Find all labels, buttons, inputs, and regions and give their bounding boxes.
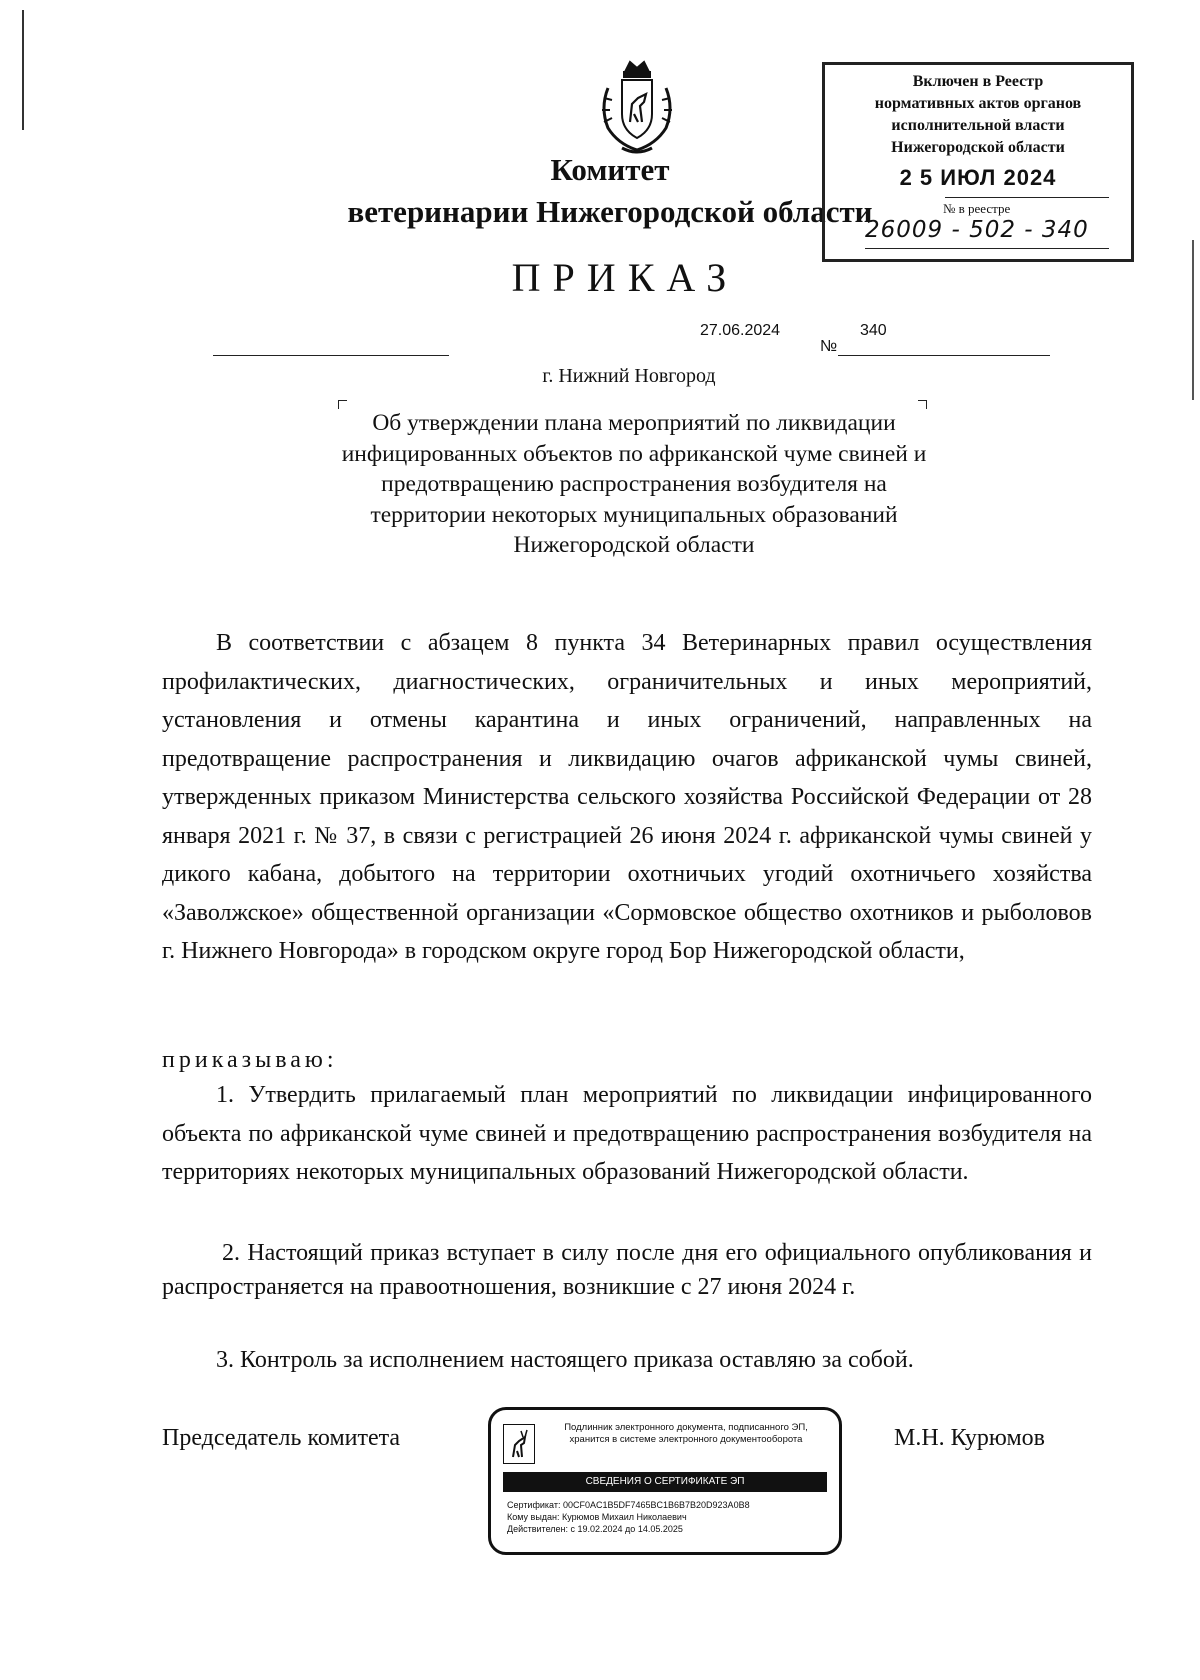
registry-rule (945, 197, 1109, 198)
coat-of-arms-emblem (592, 58, 682, 158)
electronic-signature-stamp (488, 1407, 842, 1555)
org-name-line1: Комитет (550, 152, 670, 187)
esign-issued-to: Кому выдан: Курюмов Михаил Николаевич (507, 1512, 687, 1522)
document-number: 340 (860, 322, 887, 339)
esign-certificate-bar: СВЕДЕНИЯ О СЕРТИФИКАТЕ ЭП (503, 1472, 827, 1492)
deer-emblem-icon (503, 1424, 535, 1464)
document-type-title: ПРИКАЗ (511, 255, 739, 300)
registry-date: 2 5 ИЮЛ 2024 (899, 165, 1057, 190)
document-city: г. Нижний Новгород (542, 365, 716, 387)
esign-certificate-id: Сертификат: 00CF0AC1B5DF7465BC1B6B7B20D923A0B8 (507, 1500, 750, 1510)
order-item-2: 2. Настоящий приказ вступает в силу после дня его официального опубликования и распространяется на правоотношения, возникшие с 27 июня 2024 г. (162, 1240, 1092, 1300)
date-underline (213, 355, 449, 356)
number-underline (838, 355, 1050, 356)
signatory-name: М.Н. Курюмов (894, 1425, 1046, 1451)
esign-header-line: Подлинник электронного документа, подписанного ЭП, (564, 1422, 808, 1433)
org-name-line2: ветеринарии Нижегородской области (347, 194, 873, 229)
registry-stamp-line: Включен в Реестр (912, 73, 1044, 90)
esign-header (541, 1422, 831, 1446)
order-item-3: 3. Контроль за исполнением настоящего приказа оставляю за собой. (216, 1347, 914, 1373)
number-sign: № (820, 338, 838, 355)
registry-stamp-line: нормативных актов органов (874, 95, 1082, 112)
order-verb: приказываю: (162, 1047, 338, 1073)
esign-validity: Действителен: с 19.02.2024 до 14.05.2025 (507, 1524, 683, 1534)
document-date: 27.06.2024 (700, 322, 781, 339)
document-subject: Об утверждении плана мероприятий по ликвидации инфицированных объектов по африканской чуме свиней и предотвращению распространения возбудителя на территории некоторых муниципальных образований Нижегородской области (341, 410, 927, 558)
registry-rule (865, 248, 1109, 249)
esign-header-line: хранится в системе электронного документооборота (569, 1434, 803, 1445)
registry-stamp (822, 62, 1134, 262)
signatory-title: Председатель комитета (162, 1425, 401, 1451)
registry-stamp-line: исполнительной власти (891, 117, 1065, 134)
preamble-paragraph: В соответствии с абзацем 8 пункта 34 Ветеринарных правил осуществления профилактических, диагностических, ограничительных и иных мероприятий, установления и отмены карантина и иных ограничений, направленных на предотвращение распространения и ликвидацию очагов африканской чумы свиней, утвержденных приказом Министерства сельского хозяйства Российской Федерации от 28 января 2021 г. № 37, в связи с регистрацией 26 июня 2024 г. африканской чумы свиней у дикого кабана, добытого на территории охотничьих угодий охотничьего хозяйства «Заволжское» общественной организации «Сормовское общество охотников и рыболовов г. Нижнего Новгорода» в городском округе город Бор Нижегородской области, (162, 630, 1092, 964)
scan-artifact-line (22, 10, 24, 130)
registry-number-label: № в реестре (943, 201, 1011, 216)
registry-number: 26009 - 502 - 340 (865, 217, 1089, 243)
registry-stamp-line: Нижегородской области (891, 139, 1065, 156)
order-item-1: 1. Утвердить прилагаемый план мероприятий по ликвидации инфицированного объекта по африканской чуме свиней и предотвращению распространения возбудителя на территориях некоторых муниципальных образований Нижегородской области. (162, 1082, 1092, 1185)
